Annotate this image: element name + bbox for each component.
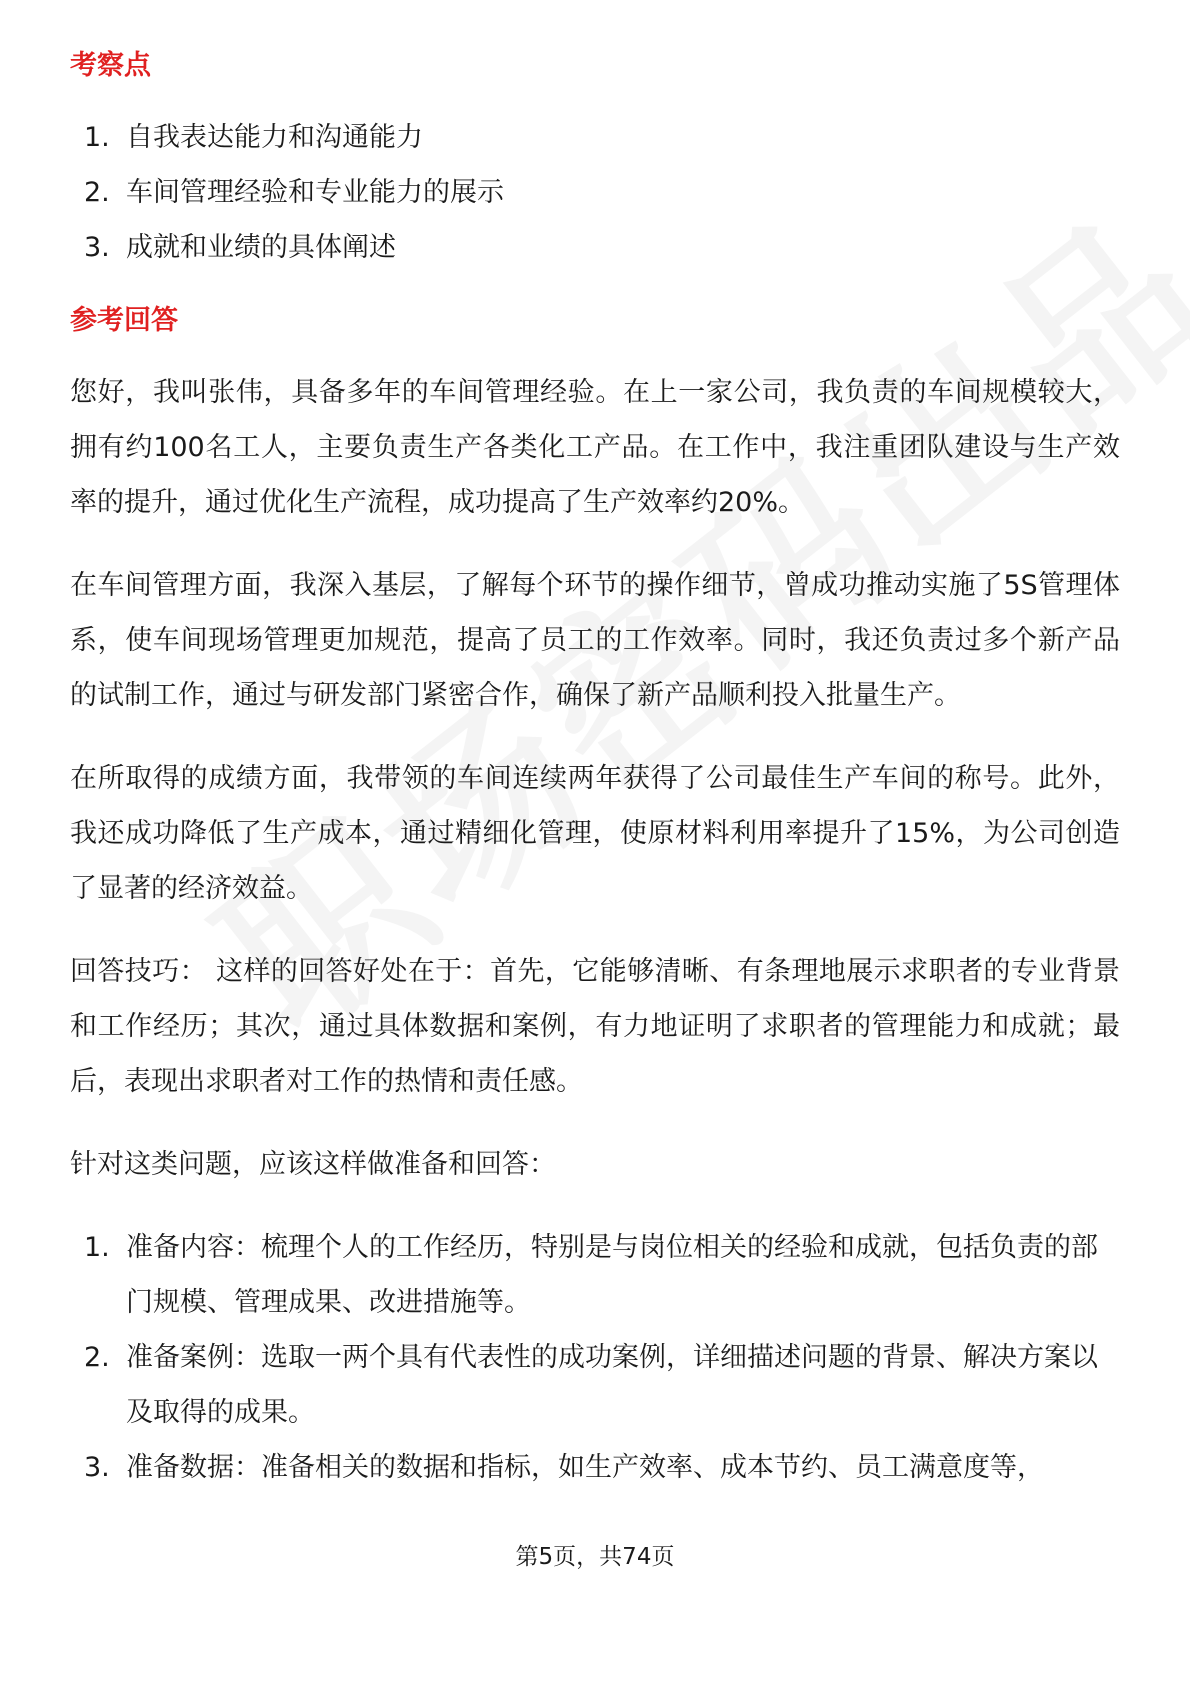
list-text: 准备案例：选取一两个具有代表性的成功案例，详细描述问题的背景、解决方案以及取得的成果。 [126, 1342, 1098, 1428]
list-item [70, 110, 1120, 165]
list-number: 1. [84, 122, 110, 153]
list-number: 1. [84, 1232, 110, 1263]
answer-title: 参考回答 [70, 305, 178, 336]
list-text: 车间管理经验和专业能力的展示 [126, 177, 504, 208]
list-text: 准备数据：准备相关的数据和指标，如生产效率、成本节约、员工满意度等， [126, 1452, 1044, 1483]
tips-paragraph: 回答技巧： 这样的回答好处在于：首先，它能够清晰、有条理地展示求职者的专业背景和工作经历；其次，通过具体数据和案例，有力地证明了求职者的管理能力和成就；最后，表现出求职者对工作的热情和责任感。 [70, 956, 1120, 1097]
list-number: 2. [84, 1342, 110, 1373]
list-number: 3. [84, 1452, 110, 1483]
answer-paragraph: 您好，我叫张伟，具备多年的车间管理经验。在上一家公司，我负责的车间规模较大，拥有约100名工人，主要负责生产各类化工产品。在工作中，我注重团队建设与生产效率的提升，通过优化生产流程，成功提高了生产效率约20%。 [70, 377, 1120, 518]
prep-intro: 针对这类问题，应该这样做准备和回答： [70, 1149, 556, 1180]
list-item [70, 165, 1120, 220]
answer-paragraph: 在所取得的成绩方面，我带领的车间连续两年获得了公司最佳生产车间的称号。此外，我还成功降低了生产成本，通过精细化管理，使原材料利用率提升了15%，为公司创造了显著的经济效益。 [70, 763, 1120, 904]
page-number: 第5页，共74页 [515, 1544, 675, 1570]
answer-paragraph: 在车间管理方面，我深入基层，了解每个环节的操作细节，曾成功推动实施了5S管理体系，使车间现场管理更加规范，提高了员工的工作效率。同时，我还负责过多个新产品的试制工作，通过与研发部门紧密合作，确保了新产品顺利投入批量生产。 [70, 570, 1120, 711]
list-item [70, 220, 1120, 275]
list-item [70, 1220, 1120, 1330]
points-title: 考察点 [70, 50, 151, 81]
list-text: 准备内容：梳理个人的工作经历，特别是与岗位相关的经验和成就，包括负责的部门规模、管理成果、改进措施等。 [126, 1232, 1098, 1318]
list-text: 成就和业绩的具体阐述 [126, 232, 396, 263]
page-content [70, 46, 1120, 1495]
points-list [70, 110, 1120, 275]
list-item [70, 1330, 1120, 1440]
list-number: 2. [84, 177, 110, 208]
list-item [70, 1440, 1120, 1495]
list-text: 自我表达能力和沟通能力 [126, 122, 423, 153]
list-number: 3. [84, 232, 110, 263]
prep-list [70, 1220, 1120, 1495]
